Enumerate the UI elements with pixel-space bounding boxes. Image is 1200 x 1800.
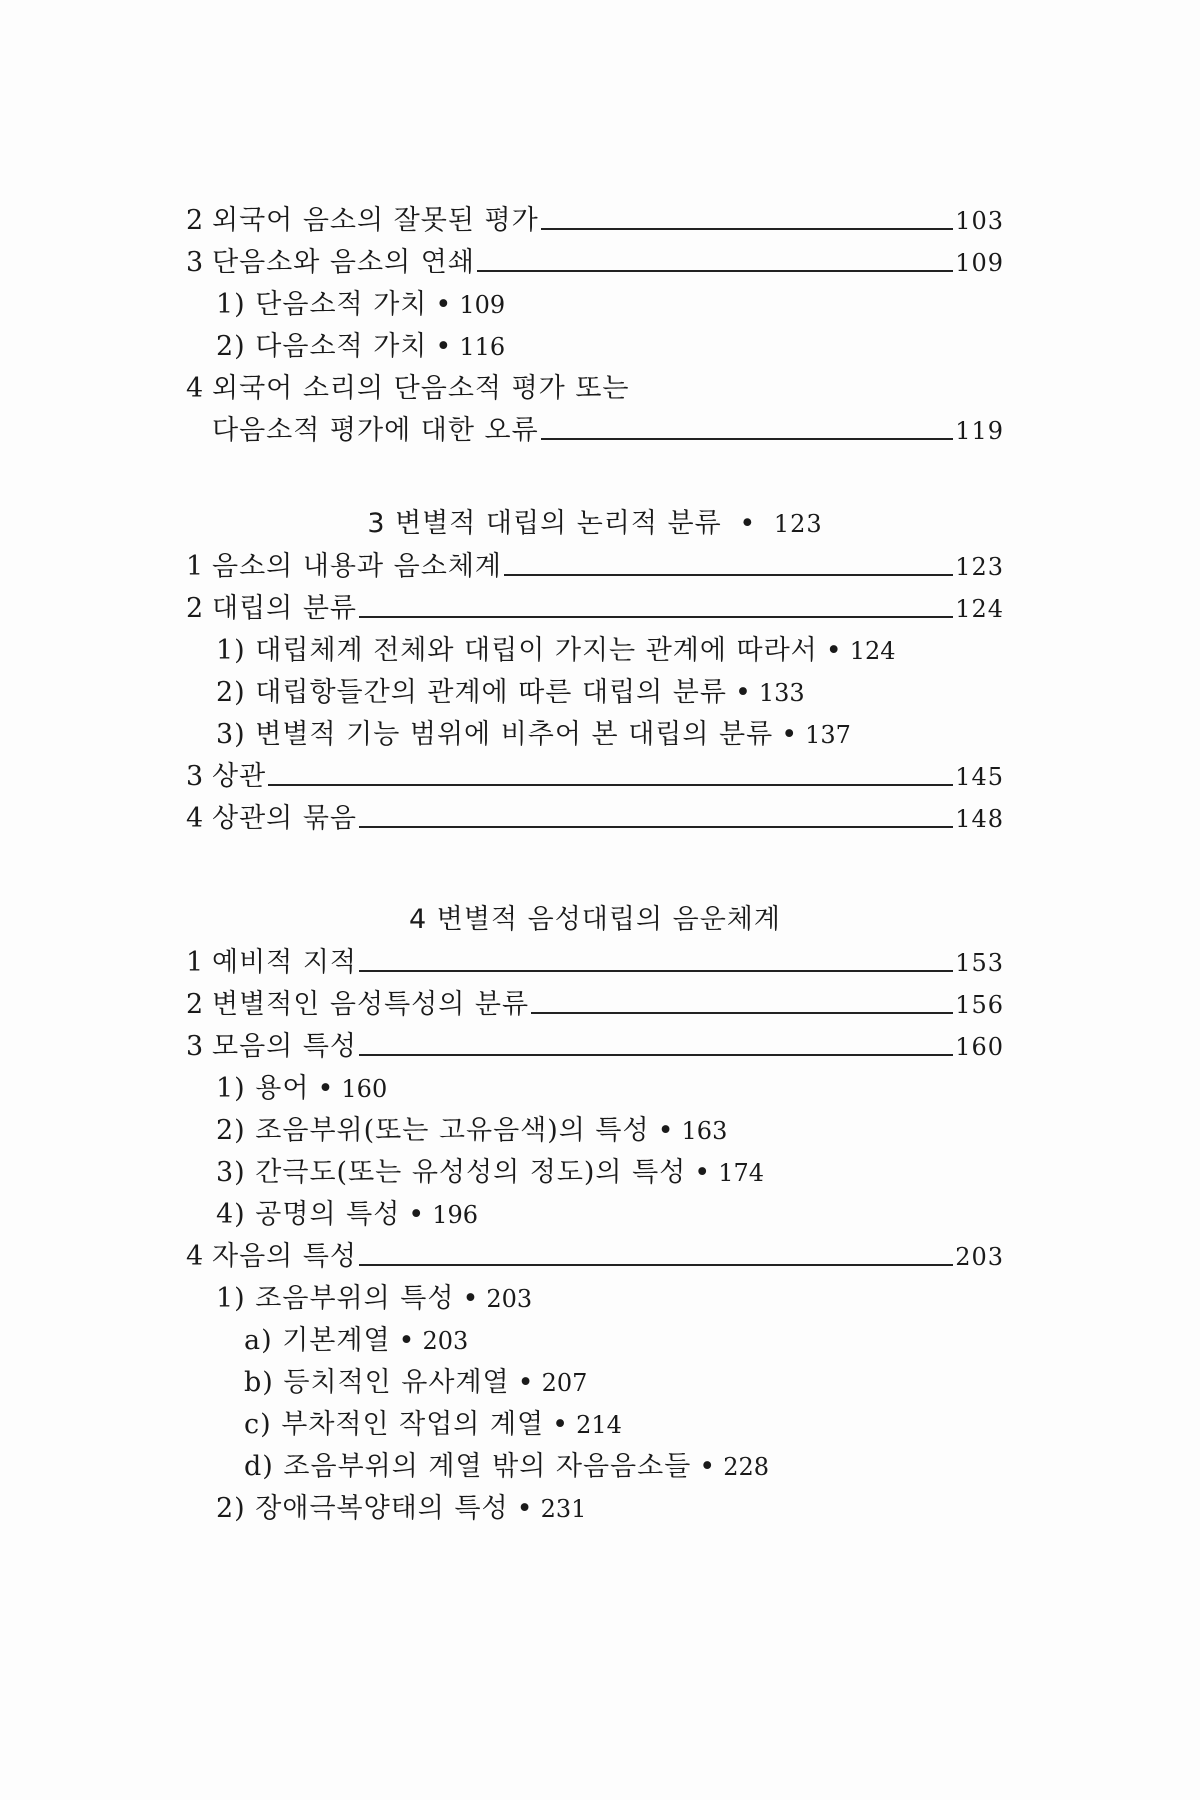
entry-number: 4 [186, 803, 204, 834]
subentry-label: 2) 조음부위(또는 고유음색)의 특성 [216, 1115, 650, 1146]
separator-dot: • [516, 1493, 533, 1524]
entry-title: 대립의 분류 [212, 593, 357, 624]
entry-title: 예비적 지적 [212, 947, 357, 978]
entry-page: 123 [955, 553, 1004, 581]
entry-number: 3 [186, 1031, 204, 1062]
toc-entry[interactable] [186, 798, 1004, 840]
entry-number: 2 [186, 593, 204, 624]
subentry-page: 196 [432, 1201, 479, 1229]
leader-line [541, 438, 954, 440]
subentry-page: 163 [681, 1117, 728, 1145]
toc-entry-continuation[interactable] [186, 410, 1004, 452]
subentry-label: 2) 대립항들간의 관계에 따른 대립의 분류 [216, 677, 727, 708]
subentry-page: 174 [718, 1159, 765, 1187]
separator-dot: • [435, 331, 452, 362]
toc-entry[interactable] [186, 546, 1004, 588]
toc-subentry[interactable] [186, 1068, 1004, 1110]
entry-number: 1 [186, 551, 204, 582]
separator-dot: • [657, 1115, 674, 1146]
spacer [186, 452, 1004, 502]
subsubentry-page: 228 [723, 1453, 770, 1481]
separator-dot: • [462, 1283, 479, 1314]
subentry-label: 3) 간극도(또는 유성성의 정도)의 특성 [216, 1157, 687, 1188]
entry-title: 음소의 내용과 음소체계 [212, 551, 502, 582]
separator-dot: • [739, 508, 757, 539]
leader-line [268, 784, 953, 786]
subentry-label: 1) 용어 [216, 1073, 310, 1104]
toc-entry[interactable] [186, 756, 1004, 798]
toc-subsubentry[interactable] [186, 1362, 1004, 1404]
toc-entry[interactable] [186, 942, 1004, 984]
entry-number: 3 [186, 247, 204, 278]
subentry-label: 2) 장애극복양태의 특성 [216, 1493, 509, 1524]
toc-subentry[interactable] [186, 630, 1004, 672]
entry-title: 상관의 묶음 [212, 803, 357, 834]
toc-subsubentry[interactable] [186, 1320, 1004, 1362]
chapter-page: 123 [773, 510, 823, 538]
toc-entry[interactable] [186, 1026, 1004, 1068]
leader-line [541, 228, 954, 230]
toc-entry[interactable] [186, 368, 1004, 410]
subentry-page: 231 [540, 1495, 587, 1523]
separator-dot: • [317, 1073, 334, 1104]
leader-line [477, 270, 953, 272]
subsubentry-page: 207 [541, 1369, 588, 1397]
subsubentry-page: 203 [422, 1327, 469, 1355]
separator-dot: • [825, 635, 842, 666]
toc-subsubentry[interactable] [186, 1446, 1004, 1488]
entry-number: 4 [186, 1241, 204, 1272]
entry-number: 4 [186, 373, 204, 404]
subsubentry-label: c) 부차적인 작업의 계열 [244, 1409, 545, 1440]
toc-subentry[interactable] [186, 1110, 1004, 1152]
toc-subentry[interactable] [186, 1278, 1004, 1320]
chapter-title: 3 변별적 대립의 논리적 분류 [367, 508, 722, 539]
toc-subentry[interactable] [186, 326, 1004, 368]
entry-title-line2: 다음소적 평가에 대한 오류 [212, 415, 539, 446]
toc-entry[interactable] [186, 242, 1004, 284]
separator-dot: • [694, 1157, 711, 1188]
toc-entry[interactable] [186, 1236, 1004, 1278]
entry-page: 148 [955, 805, 1004, 833]
subsubentry-label: a) 기본계열 [244, 1325, 391, 1356]
subsubentry-page: 214 [576, 1411, 622, 1439]
leader-line [504, 574, 953, 576]
chapter-title: 4 변별적 음성대립의 음운체계 [409, 904, 781, 935]
entry-page: 160 [955, 1033, 1004, 1061]
toc-entry[interactable] [186, 200, 1004, 242]
toc-subentry[interactable] [186, 714, 1004, 756]
separator-dot: • [517, 1367, 534, 1398]
toc-subentry[interactable] [186, 1194, 1004, 1236]
entry-title-line1: 외국어 소리의 단음소적 평가 또는 [212, 373, 630, 404]
subentry-label: 2) 다음소적 가치 [216, 331, 428, 362]
subentry-page: 160 [341, 1075, 388, 1103]
entry-page: 145 [955, 763, 1004, 791]
entry-page: 119 [955, 417, 1004, 445]
leader-line [359, 826, 953, 828]
subentry-label: 3) 변별적 기능 범위에 비추어 본 대립의 분류 [216, 719, 774, 750]
leader-line [359, 1054, 953, 1056]
subentry-page: 133 [758, 679, 805, 707]
subentry-label: 4) 공명의 특성 [216, 1199, 401, 1230]
toc-entry[interactable] [186, 588, 1004, 630]
subentry-page: 124 [849, 637, 896, 665]
separator-dot: • [552, 1409, 569, 1440]
chapter-heading[interactable] [186, 898, 1004, 942]
entry-page: 203 [955, 1243, 1004, 1271]
chapter-heading[interactable] [186, 502, 1004, 546]
entry-title: 자음의 특성 [212, 1241, 357, 1272]
entry-page: 109 [955, 249, 1004, 277]
entry-title: 변별적인 음성특성의 분류 [212, 989, 530, 1020]
subentry-page: 109 [459, 291, 506, 319]
entry-number: 3 [186, 761, 204, 792]
leader-line [531, 1012, 953, 1014]
entry-title: 상관 [212, 761, 267, 792]
toc-subentry[interactable] [186, 672, 1004, 714]
entry-page: 153 [955, 949, 1004, 977]
subentry-label: 1) 조음부위의 특성 [216, 1283, 455, 1314]
separator-dot: • [699, 1451, 716, 1482]
leader-line [359, 1264, 953, 1266]
entry-page: 103 [955, 207, 1004, 235]
entry-title: 단음소와 음소의 연쇄 [212, 247, 475, 278]
subentry-page: 116 [459, 333, 506, 361]
subentry-label: 1) 단음소적 가치 [216, 289, 428, 320]
subsubentry-label: d) 조음부위의 계열 밖의 자음음소들 [244, 1451, 692, 1482]
entry-number: 2 [186, 205, 204, 236]
leader-line [359, 616, 953, 618]
toc-subentry[interactable] [186, 284, 1004, 326]
separator-dot: • [398, 1325, 415, 1356]
entry-number: 1 [186, 947, 204, 978]
leader-line [359, 970, 953, 972]
entry-title: 외국어 음소의 잘못된 평가 [212, 205, 539, 236]
toc-entry[interactable] [186, 984, 1004, 1026]
toc-subentry[interactable] [186, 1152, 1004, 1194]
toc-subsubentry[interactable] [186, 1404, 1004, 1446]
separator-dot: • [435, 289, 452, 320]
subentry-page: 203 [486, 1285, 533, 1313]
entry-page: 124 [955, 595, 1004, 623]
spacer [186, 840, 1004, 898]
toc-subentry[interactable] [186, 1488, 1004, 1530]
subentry-label: 1) 대립체계 전체와 대립이 가지는 관계에 따라서 [216, 635, 818, 666]
table-of-contents [186, 200, 1004, 1530]
entry-page: 156 [955, 991, 1004, 1019]
entry-number: 2 [186, 989, 204, 1020]
separator-dot: • [781, 719, 798, 750]
subentry-page: 137 [805, 721, 851, 749]
separator-dot: • [408, 1199, 425, 1230]
entry-title: 모음의 특성 [212, 1031, 357, 1062]
subsubentry-label: b) 등치적인 유사계열 [244, 1367, 510, 1398]
separator-dot: • [734, 677, 751, 708]
